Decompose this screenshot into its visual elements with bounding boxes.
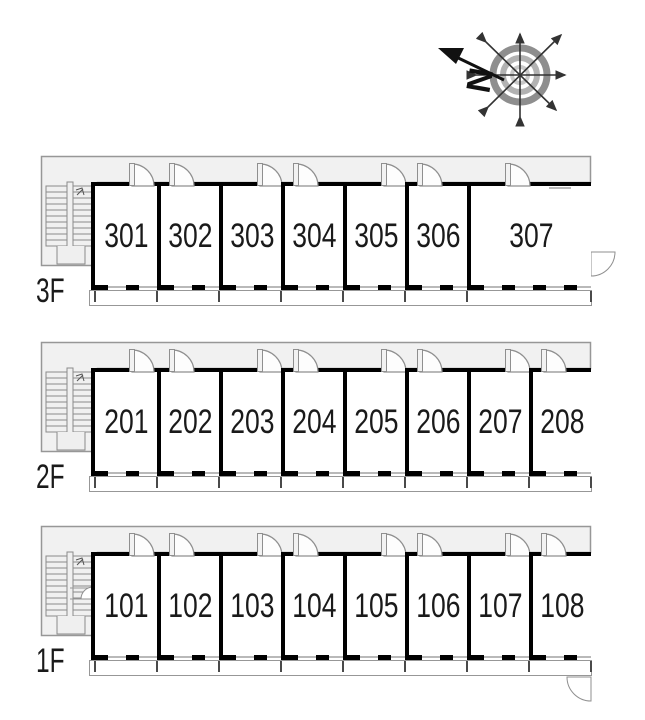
- door-arc-icon: [503, 161, 531, 187]
- room-303[interactable]: [219, 182, 281, 290]
- floor-label-1f: 1F: [36, 642, 65, 680]
- bottom-exit-door-icon: [567, 677, 591, 701]
- room-number: 202: [167, 402, 213, 441]
- room-number: 207: [477, 402, 523, 441]
- room-number: 208: [539, 402, 585, 441]
- room-202[interactable]: [157, 368, 219, 476]
- room-number: 306: [415, 216, 461, 255]
- room-number: 307: [508, 216, 554, 255]
- door-arc-icon: [291, 531, 319, 557]
- compass-rose-icon: [430, 18, 570, 136]
- compass-rose: [430, 18, 570, 136]
- door-arc-icon: [379, 531, 407, 557]
- door-arc-icon: [503, 531, 531, 557]
- room-206[interactable]: [405, 368, 467, 476]
- room-302[interactable]: [157, 182, 219, 290]
- balcony: [90, 291, 592, 306]
- room-number: 103: [229, 586, 275, 625]
- room-number: 106: [415, 586, 461, 625]
- door-arc-icon: [255, 347, 283, 373]
- room-row-3f: [91, 182, 591, 290]
- balcony: [90, 477, 592, 492]
- door-arc-icon: [127, 161, 155, 187]
- room-103[interactable]: [219, 552, 281, 660]
- room-304[interactable]: [281, 182, 343, 290]
- room-208[interactable]: [529, 368, 591, 476]
- room-305[interactable]: [343, 182, 405, 290]
- door-arc-icon: [415, 347, 443, 373]
- north-arrow: [438, 48, 504, 96]
- room-106[interactable]: [405, 552, 467, 660]
- room-207[interactable]: [467, 368, 529, 476]
- room-number: 303: [229, 216, 275, 255]
- door-arc-icon: [167, 161, 195, 187]
- floor-block-2f: [36, 341, 596, 531]
- room-row-1f: [91, 552, 591, 660]
- room-201[interactable]: [95, 368, 157, 476]
- door-arc-icon: [379, 161, 407, 187]
- room-number: 105: [353, 586, 399, 625]
- door-arc-icon: [291, 347, 319, 373]
- room-number: 108: [539, 586, 585, 625]
- door-arc-icon: [167, 347, 195, 373]
- room-number: 205: [353, 402, 399, 441]
- room-number: 301: [103, 216, 149, 255]
- room-102[interactable]: [157, 552, 219, 660]
- door-arc-icon: [291, 161, 319, 187]
- room-306[interactable]: [405, 182, 467, 290]
- floor-label-3f: 3F: [36, 272, 65, 310]
- door-arc-icon: [415, 531, 443, 557]
- room-number: 304: [291, 216, 337, 255]
- balcony: [90, 661, 592, 676]
- room-number: 104: [291, 586, 337, 625]
- door-arc-icon: [255, 161, 283, 187]
- room-205[interactable]: [343, 368, 405, 476]
- door-arc-icon: [503, 347, 531, 373]
- room-301[interactable]: [95, 182, 157, 290]
- room-number: 203: [229, 402, 275, 441]
- door-arc-icon: [539, 347, 567, 373]
- room-105[interactable]: [343, 552, 405, 660]
- right-exit-door-icon: [591, 252, 615, 276]
- room-204[interactable]: [281, 368, 343, 476]
- room-number: 102: [167, 586, 213, 625]
- door-arc-icon: [415, 161, 443, 187]
- floor-block-3f: [36, 155, 596, 345]
- room-number: 107: [477, 586, 523, 625]
- room-number: 206: [415, 402, 461, 441]
- door-arc-icon: [167, 531, 195, 557]
- room-101[interactable]: [95, 552, 157, 660]
- room-108[interactable]: [529, 552, 591, 660]
- floor-label-2f: 2F: [36, 458, 65, 496]
- floor-block-1f: [36, 525, 596, 715]
- window-icon: [549, 186, 571, 190]
- room-307[interactable]: [467, 182, 591, 290]
- door-arc-icon: [255, 531, 283, 557]
- room-number: 101: [103, 586, 149, 625]
- room-number: 201: [103, 402, 149, 441]
- door-arc-icon: [379, 347, 407, 373]
- door-arc-icon: [127, 531, 155, 557]
- door-arc-icon: [539, 531, 567, 557]
- room-row-2f: [91, 368, 591, 476]
- room-203[interactable]: [219, 368, 281, 476]
- room-number: 305: [353, 216, 399, 255]
- door-arc-icon: [127, 347, 155, 373]
- north-label: N: [458, 64, 500, 96]
- room-107[interactable]: [467, 552, 529, 660]
- room-number: 204: [291, 402, 337, 441]
- room-104[interactable]: [281, 552, 343, 660]
- room-number: 302: [167, 216, 213, 255]
